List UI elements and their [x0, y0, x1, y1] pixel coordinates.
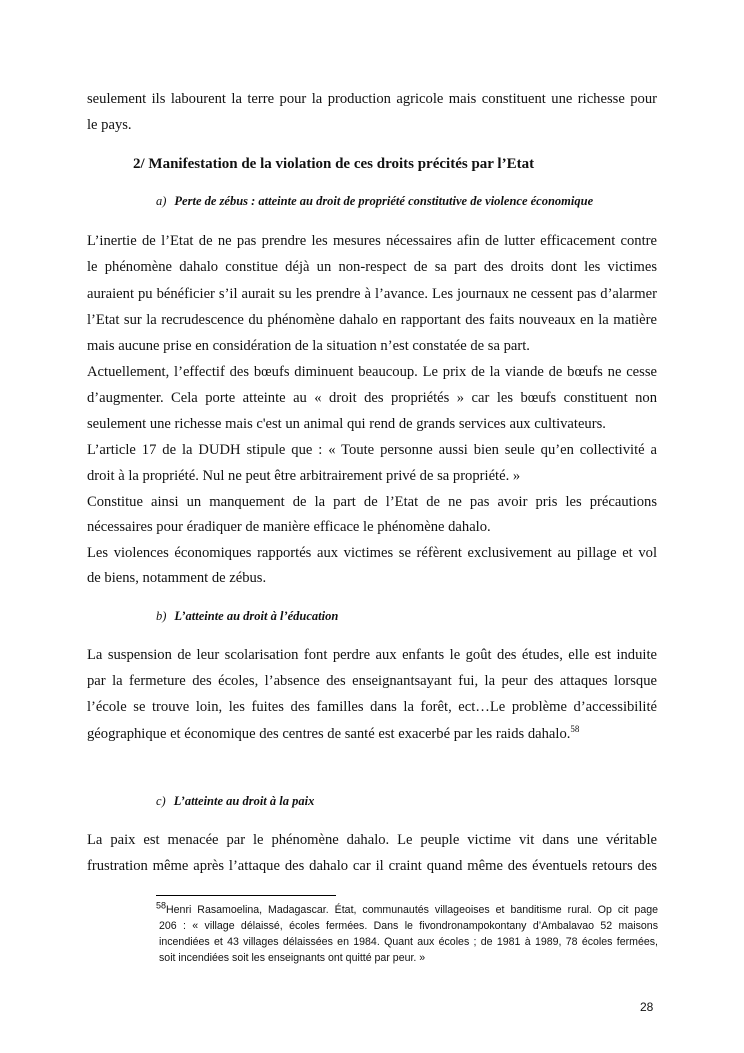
footnote-line: soit incendiées soit les enseignants ont quitté par peur. » [159, 952, 426, 964]
subsection-heading-c [156, 792, 314, 810]
paragraph-line: seulement une richesse mais c'est un animal qui rend de grands services aux cultivateurs. [87, 416, 606, 432]
paragraph-line: de biens, notamment de zébus. [87, 570, 267, 586]
paragraph-line: Les violences économiques rapportés aux victimes se réfèrent exclusivement au pillage et vol [87, 545, 657, 561]
list-marker: a) [156, 194, 167, 208]
paragraph-line: le pays. [87, 117, 132, 133]
footnote-number: 58 [156, 900, 167, 911]
subsection-title: L’atteinte au droit à la paix [173, 794, 315, 808]
paragraph-line: par la fermeture des écoles, l’absence des enseignantsayant fui, la peur des attaques lorsque [87, 673, 657, 689]
subsection-heading-a [156, 192, 593, 210]
paragraph-line: le phénomène dahalo constitue déjà un non-respect de sa part des droits dont les victimes [87, 259, 657, 275]
paragraph-line: frustration même après l’attaque des dahalo car il craint quand même des éventuels retours des [87, 858, 657, 874]
paragraph-line: l’Etat sur la recrudescence du phénomène dahalo en rapportant des faits nouveaux en la matière [87, 312, 657, 328]
subsection-heading-b [156, 607, 338, 625]
list-marker: c) [156, 794, 166, 808]
paragraph-line: L’article 17 de la DUDH stipule que : « Toute personne aussi bien seule qu’en collectivité a [87, 442, 657, 458]
paragraph-line: Actuellement, l’effectif des bœufs diminuent beaucoup. Le prix de la viande de bœufs ne cesse [87, 364, 657, 380]
footnote-text: Henri Rasamoelina, Madagascar. État, communautés villageoises et banditisme rural. Op cit page [166, 904, 658, 916]
paragraph-line: La paix est menacée par le phénomène dahalo. Le peuple victime vit dans une véritable [87, 832, 657, 848]
paragraph-text: géographique et économique des centres de santé est exacerbé par les raids dahalo. [87, 726, 571, 742]
subsection-title: Perte de zébus : atteinte au droit de propriété constitutive de violence économique [174, 194, 594, 208]
footnote-reference[interactable]: 58 [570, 724, 580, 735]
paragraph-line: droit à la propriété. Nul ne peut être arbitrairement privé de sa propriété. » [87, 468, 521, 484]
paragraph-line: La suspension de leur scolarisation font perdre aux enfants le goût des études, elle est induite [87, 647, 657, 663]
paragraph-line: L’inertie de l’Etat de ne pas prendre les mesures nécessaires afin de lutter efficacement contre [87, 233, 657, 249]
paragraph-line: auraient pu bénéficier s’il aurait su les prendre à l’avance. Les journaux ne cessent pas d’alarmer [87, 286, 657, 302]
paragraph-line: Constitue ainsi un manquement de la part de l’Etat de ne pas avoir pris les précautions [87, 494, 657, 510]
list-marker: b) [156, 609, 167, 623]
subsection-title: L’atteinte au droit à l’éducation [174, 609, 339, 623]
page-number: 28 [640, 1000, 654, 1014]
paragraph-line: nécessaires pour éradiquer de manière efficace le phénomène dahalo. [87, 519, 491, 535]
section-heading: 2/ Manifestation de la violation de ces droits précités par l’Etat [133, 156, 535, 172]
paragraph-line: seulement ils labourent la terre pour la production agricole mais constituent une richesse pour [87, 91, 657, 107]
footnote-separator [156, 895, 336, 896]
paragraph-line [87, 725, 657, 743]
footnote-line [156, 902, 658, 918]
footnote-line: 206 : « village délaissé, écoles fermées. Dans le fivondronampokontany d’Ambalavao 52 maisons [159, 920, 658, 932]
footnote-line: incendiées et 43 villages délaissées en 1984. Quant aux écoles ; de 1981 à 1989, 78 écoles fermées, [159, 936, 658, 948]
paragraph-line: l’école se trouve loin, les fuites des familles dans la forêt, ect…Le problème d’accessibilité [87, 699, 657, 715]
paragraph-line: mais aucune prise en considération de la situation n’est constatée de sa part. [87, 338, 530, 354]
paragraph-line: d’augmenter. Cela porte atteinte au « droit des propriétés » car les bœufs constituent non [87, 390, 657, 406]
